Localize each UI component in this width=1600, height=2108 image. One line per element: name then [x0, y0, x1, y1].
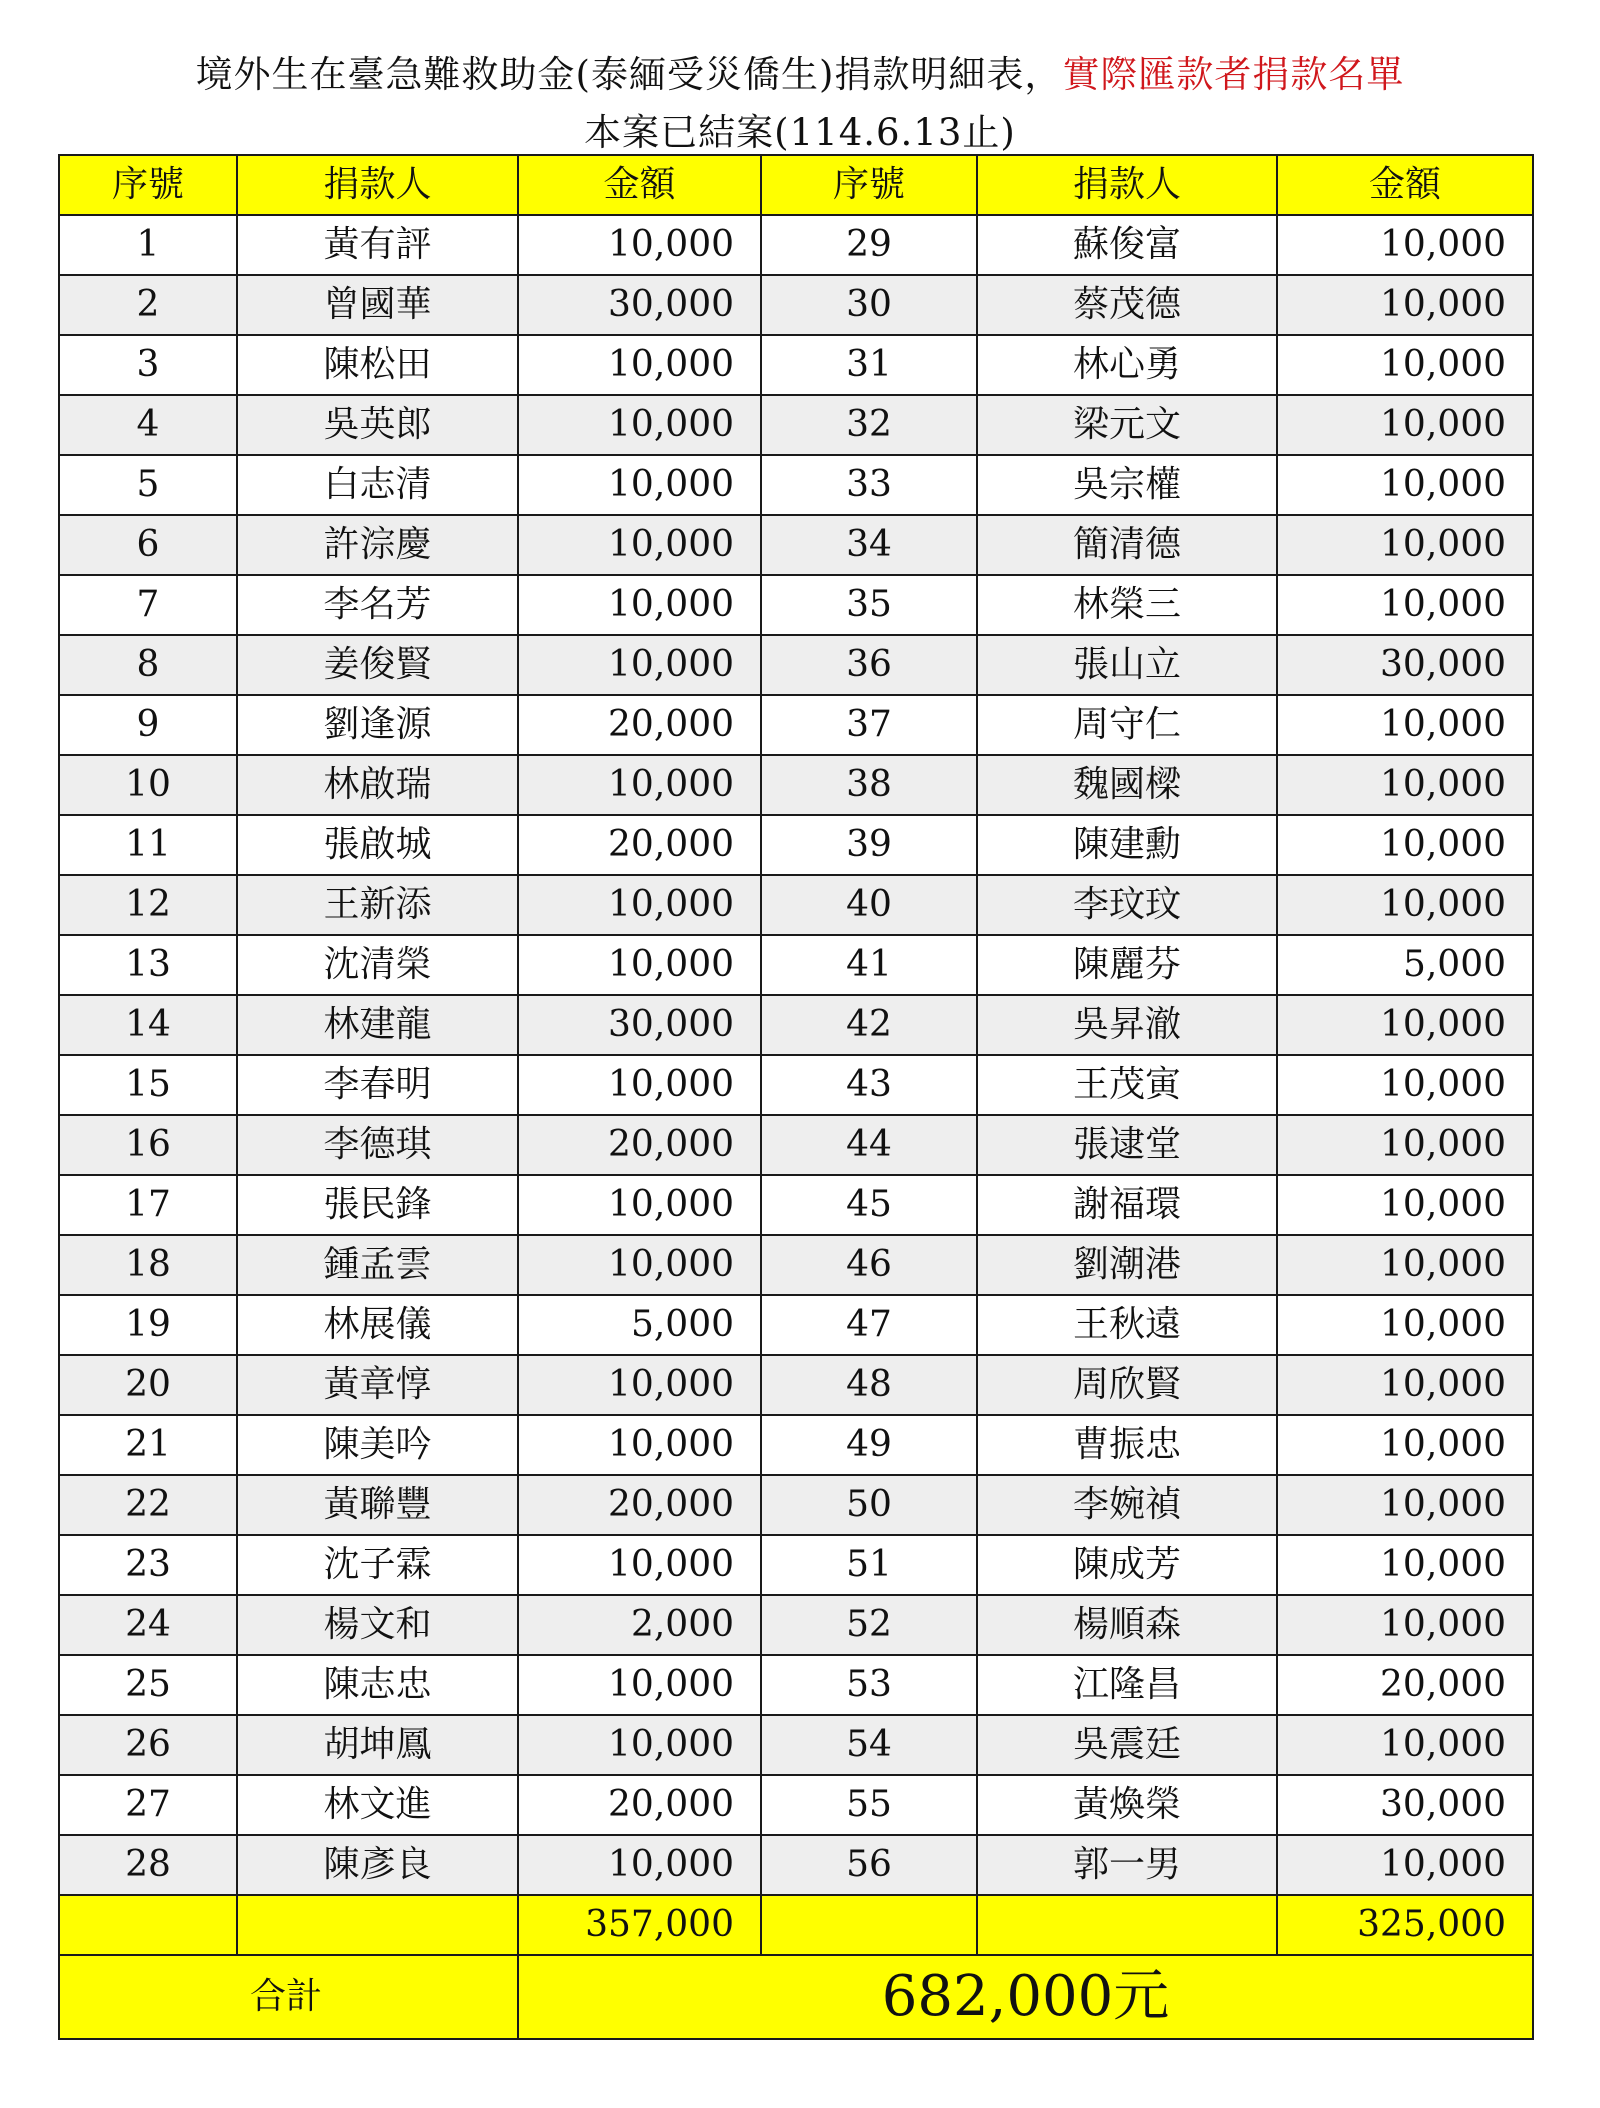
donor-cell: 陳建勳 — [977, 815, 1277, 875]
table-row — [59, 1475, 1533, 1535]
amount-cell: 10,000 — [1277, 1595, 1533, 1655]
table-row — [59, 215, 1533, 275]
serial-cell: 15 — [59, 1055, 237, 1115]
serial-cell: 11 — [59, 815, 237, 875]
amount-cell: 10,000 — [1277, 1175, 1533, 1235]
amount-cell: 10,000 — [518, 935, 761, 995]
amount-cell: 10,000 — [518, 1175, 761, 1235]
amount-cell: 10,000 — [1277, 995, 1533, 1055]
donor-cell: 黃有評 — [237, 215, 518, 275]
table-row — [59, 575, 1533, 635]
serial-cell: 52 — [761, 1595, 977, 1655]
serial-cell: 51 — [761, 1535, 977, 1595]
amount-cell: 10,000 — [1277, 1235, 1533, 1295]
amount-cell: 10,000 — [1277, 815, 1533, 875]
serial-cell: 40 — [761, 875, 977, 935]
donor-cell: 陳松田 — [237, 335, 518, 395]
table-row — [59, 1355, 1533, 1415]
table-row — [59, 335, 1533, 395]
amount-cell: 10,000 — [1277, 1115, 1533, 1175]
amount-cell: 10,000 — [518, 1355, 761, 1415]
donor-cell: 林文進 — [237, 1775, 518, 1835]
serial-cell: 1 — [59, 215, 237, 275]
serial-cell: 22 — [59, 1475, 237, 1535]
donor-cell: 張啟城 — [237, 815, 518, 875]
serial-cell: 53 — [761, 1655, 977, 1715]
amount-cell: 10,000 — [518, 755, 761, 815]
donor-cell: 白志清 — [237, 455, 518, 515]
serial-cell: 25 — [59, 1655, 237, 1715]
donor-cell: 陳美吟 — [237, 1415, 518, 1475]
amount-cell: 10,000 — [518, 1655, 761, 1715]
donor-cell: 江隆昌 — [977, 1655, 1277, 1715]
amount-cell: 2,000 — [518, 1595, 761, 1655]
title-highlight: 實際匯款者捐款名單 — [1062, 53, 1405, 96]
donor-cell: 張民鋒 — [237, 1175, 518, 1235]
amount-cell: 10,000 — [518, 1235, 761, 1295]
table-row — [59, 755, 1533, 815]
serial-cell: 19 — [59, 1295, 237, 1355]
amount-cell: 10,000 — [1277, 1715, 1533, 1775]
subtotal-row — [59, 1895, 1533, 1955]
amount-cell: 10,000 — [1277, 275, 1533, 335]
header-amount: 金額 — [518, 155, 761, 215]
table-row — [59, 935, 1533, 995]
donor-cell: 黃聯豐 — [237, 1475, 518, 1535]
donor-cell: 張逮堂 — [977, 1115, 1277, 1175]
amount-cell: 10,000 — [1277, 755, 1533, 815]
amount-cell: 10,000 — [1277, 1415, 1533, 1475]
table-row — [59, 1835, 1533, 1895]
table-row — [59, 455, 1533, 515]
amount-cell: 10,000 — [1277, 575, 1533, 635]
serial-cell: 12 — [59, 875, 237, 935]
amount-cell: 20,000 — [518, 815, 761, 875]
amount-cell: 10,000 — [1277, 875, 1533, 935]
amount-cell: 10,000 — [1277, 1835, 1533, 1895]
donor-cell: 陳麗芬 — [977, 935, 1277, 995]
donor-cell: 周欣賢 — [977, 1355, 1277, 1415]
serial-cell: 32 — [761, 395, 977, 455]
amount-cell: 5,000 — [1277, 935, 1533, 995]
amount-cell: 10,000 — [1277, 395, 1533, 455]
serial-cell: 56 — [761, 1835, 977, 1895]
amount-cell: 30,000 — [518, 995, 761, 1055]
header-serial: 序號 — [761, 155, 977, 215]
table-row — [59, 395, 1533, 455]
subtotal-blank — [977, 1895, 1277, 1955]
amount-cell: 10,000 — [1277, 215, 1533, 275]
serial-cell: 6 — [59, 515, 237, 575]
donor-cell: 姜俊賢 — [237, 635, 518, 695]
donor-cell: 郭一男 — [977, 1835, 1277, 1895]
donor-cell: 林啟瑞 — [237, 755, 518, 815]
serial-cell: 17 — [59, 1175, 237, 1235]
table-row — [59, 1595, 1533, 1655]
donor-cell: 胡坤鳳 — [237, 1715, 518, 1775]
donor-cell: 謝福環 — [977, 1175, 1277, 1235]
donor-cell: 梁元文 — [977, 395, 1277, 455]
serial-cell: 28 — [59, 1835, 237, 1895]
serial-cell: 13 — [59, 935, 237, 995]
subtotal-left: 357,000 — [518, 1895, 761, 1955]
donor-cell: 林心勇 — [977, 335, 1277, 395]
table-row — [59, 695, 1533, 755]
table-header-row — [59, 155, 1533, 215]
donor-cell: 楊文和 — [237, 1595, 518, 1655]
donor-cell: 楊順森 — [977, 1595, 1277, 1655]
serial-cell: 18 — [59, 1235, 237, 1295]
amount-cell: 30,000 — [1277, 1775, 1533, 1835]
donor-cell: 許淙慶 — [237, 515, 518, 575]
header-serial: 序號 — [59, 155, 237, 215]
table-row — [59, 1055, 1533, 1115]
amount-cell: 10,000 — [518, 575, 761, 635]
serial-cell: 26 — [59, 1715, 237, 1775]
donor-cell: 吳宗權 — [977, 455, 1277, 515]
table-row — [59, 275, 1533, 335]
donor-cell: 李玟玟 — [977, 875, 1277, 935]
table-row — [59, 1175, 1533, 1235]
amount-cell: 10,000 — [1277, 1535, 1533, 1595]
serial-cell: 37 — [761, 695, 977, 755]
amount-cell: 10,000 — [518, 335, 761, 395]
table-row — [59, 1295, 1533, 1355]
serial-cell: 39 — [761, 815, 977, 875]
amount-cell: 10,000 — [518, 395, 761, 455]
serial-cell: 41 — [761, 935, 977, 995]
donor-cell: 黃章惇 — [237, 1355, 518, 1415]
amount-cell: 10,000 — [518, 635, 761, 695]
donor-cell: 李名芳 — [237, 575, 518, 635]
table-row — [59, 1655, 1533, 1715]
amount-cell: 20,000 — [518, 1775, 761, 1835]
amount-cell: 10,000 — [518, 515, 761, 575]
amount-cell: 10,000 — [518, 1415, 761, 1475]
donor-cell: 王秋遠 — [977, 1295, 1277, 1355]
serial-cell: 47 — [761, 1295, 977, 1355]
serial-cell: 7 — [59, 575, 237, 635]
donor-cell: 吳英郎 — [237, 395, 518, 455]
title-main: 境外生在臺急難救助金(泰緬受災僑生)捐款明細表， — [195, 53, 1063, 96]
header-donor: 捐款人 — [977, 155, 1277, 215]
donor-cell: 吳震廷 — [977, 1715, 1277, 1775]
amount-cell: 10,000 — [518, 455, 761, 515]
serial-cell: 27 — [59, 1775, 237, 1835]
donation-table — [58, 154, 1534, 2040]
serial-cell: 44 — [761, 1115, 977, 1175]
serial-cell: 8 — [59, 635, 237, 695]
amount-cell: 10,000 — [1277, 1355, 1533, 1415]
serial-cell: 4 — [59, 395, 237, 455]
serial-cell: 10 — [59, 755, 237, 815]
amount-cell: 5,000 — [518, 1295, 761, 1355]
subtotal-blank — [59, 1895, 237, 1955]
amount-cell: 30,000 — [1277, 635, 1533, 695]
amount-cell: 10,000 — [1277, 335, 1533, 395]
amount-cell: 20,000 — [518, 695, 761, 755]
serial-cell: 54 — [761, 1715, 977, 1775]
donor-cell: 沈清榮 — [237, 935, 518, 995]
amount-cell: 20,000 — [518, 1475, 761, 1535]
donor-cell: 陳志忠 — [237, 1655, 518, 1715]
donor-cell: 張山立 — [977, 635, 1277, 695]
donor-cell: 吳昇澈 — [977, 995, 1277, 1055]
serial-cell: 23 — [59, 1535, 237, 1595]
donor-cell: 劉潮港 — [977, 1235, 1277, 1295]
table-row — [59, 875, 1533, 935]
serial-cell: 42 — [761, 995, 977, 1055]
table-row — [59, 1775, 1533, 1835]
table-row — [59, 1535, 1533, 1595]
donor-cell: 李春明 — [237, 1055, 518, 1115]
subtotal-right: 325,000 — [1277, 1895, 1533, 1955]
table-row — [59, 1415, 1533, 1475]
serial-cell: 21 — [59, 1415, 237, 1475]
amount-cell: 30,000 — [518, 275, 761, 335]
donor-cell: 周守仁 — [977, 695, 1277, 755]
table-row — [59, 1235, 1533, 1295]
amount-cell: 10,000 — [1277, 1295, 1533, 1355]
table-row — [59, 815, 1533, 875]
donor-cell: 蔡茂德 — [977, 275, 1277, 335]
donor-cell: 蘇俊富 — [977, 215, 1277, 275]
header-donor: 捐款人 — [237, 155, 518, 215]
amount-cell: 20,000 — [518, 1115, 761, 1175]
donor-cell: 劉逢源 — [237, 695, 518, 755]
serial-cell: 48 — [761, 1355, 977, 1415]
serial-cell: 30 — [761, 275, 977, 335]
serial-cell: 46 — [761, 1235, 977, 1295]
donor-cell: 王茂寅 — [977, 1055, 1277, 1115]
amount-cell: 10,000 — [1277, 455, 1533, 515]
document-subtitle: 本案已結案(114.6.13止) — [584, 111, 1016, 154]
amount-cell: 20,000 — [1277, 1655, 1533, 1715]
donor-cell: 鍾孟雲 — [237, 1235, 518, 1295]
serial-cell: 14 — [59, 995, 237, 1055]
grand-total: 682,000元 — [518, 1955, 1533, 2039]
amount-cell: 10,000 — [518, 215, 761, 275]
amount-cell: 10,000 — [518, 1535, 761, 1595]
serial-cell: 2 — [59, 275, 237, 335]
table-row — [59, 1115, 1533, 1175]
serial-cell: 34 — [761, 515, 977, 575]
subtotal-blank — [237, 1895, 518, 1955]
table-row — [59, 635, 1533, 695]
serial-cell: 20 — [59, 1355, 237, 1415]
donor-cell: 李婉禎 — [977, 1475, 1277, 1535]
document-title — [0, 44, 1600, 98]
donor-cell: 陳成芳 — [977, 1535, 1277, 1595]
serial-cell: 29 — [761, 215, 977, 275]
amount-cell: 10,000 — [1277, 1475, 1533, 1535]
amount-cell: 10,000 — [1277, 695, 1533, 755]
serial-cell: 55 — [761, 1775, 977, 1835]
amount-cell: 10,000 — [1277, 515, 1533, 575]
table-body — [59, 215, 1533, 1895]
serial-cell: 9 — [59, 695, 237, 755]
amount-cell: 10,000 — [518, 1715, 761, 1775]
table-row — [59, 995, 1533, 1055]
serial-cell: 50 — [761, 1475, 977, 1535]
serial-cell: 36 — [761, 635, 977, 695]
table-row — [59, 515, 1533, 575]
total-label: 合計 — [59, 1955, 518, 2039]
donor-cell: 林展儀 — [237, 1295, 518, 1355]
amount-cell: 10,000 — [518, 1835, 761, 1895]
donor-cell: 魏國樑 — [977, 755, 1277, 815]
donor-cell: 林榮三 — [977, 575, 1277, 635]
table-row — [59, 1715, 1533, 1775]
donor-cell: 王新添 — [237, 875, 518, 935]
amount-cell: 10,000 — [518, 1055, 761, 1115]
serial-cell: 16 — [59, 1115, 237, 1175]
serial-cell: 38 — [761, 755, 977, 815]
donor-cell: 陳彥良 — [237, 1835, 518, 1895]
amount-cell: 10,000 — [518, 875, 761, 935]
serial-cell: 3 — [59, 335, 237, 395]
total-row — [59, 1955, 1533, 2039]
donor-cell: 林建龍 — [237, 995, 518, 1055]
serial-cell: 31 — [761, 335, 977, 395]
serial-cell: 35 — [761, 575, 977, 635]
serial-cell: 24 — [59, 1595, 237, 1655]
serial-cell: 33 — [761, 455, 977, 515]
donor-cell: 簡清德 — [977, 515, 1277, 575]
serial-cell: 43 — [761, 1055, 977, 1115]
serial-cell: 5 — [59, 455, 237, 515]
amount-cell: 10,000 — [1277, 1055, 1533, 1115]
donor-cell: 曾國華 — [237, 275, 518, 335]
subtotal-blank — [761, 1895, 977, 1955]
donor-cell: 李德琪 — [237, 1115, 518, 1175]
serial-cell: 49 — [761, 1415, 977, 1475]
serial-cell: 45 — [761, 1175, 977, 1235]
donor-cell: 沈子霖 — [237, 1535, 518, 1595]
donor-cell: 黃煥榮 — [977, 1775, 1277, 1835]
donor-cell: 曹振忠 — [977, 1415, 1277, 1475]
header-amount: 金額 — [1277, 155, 1533, 215]
